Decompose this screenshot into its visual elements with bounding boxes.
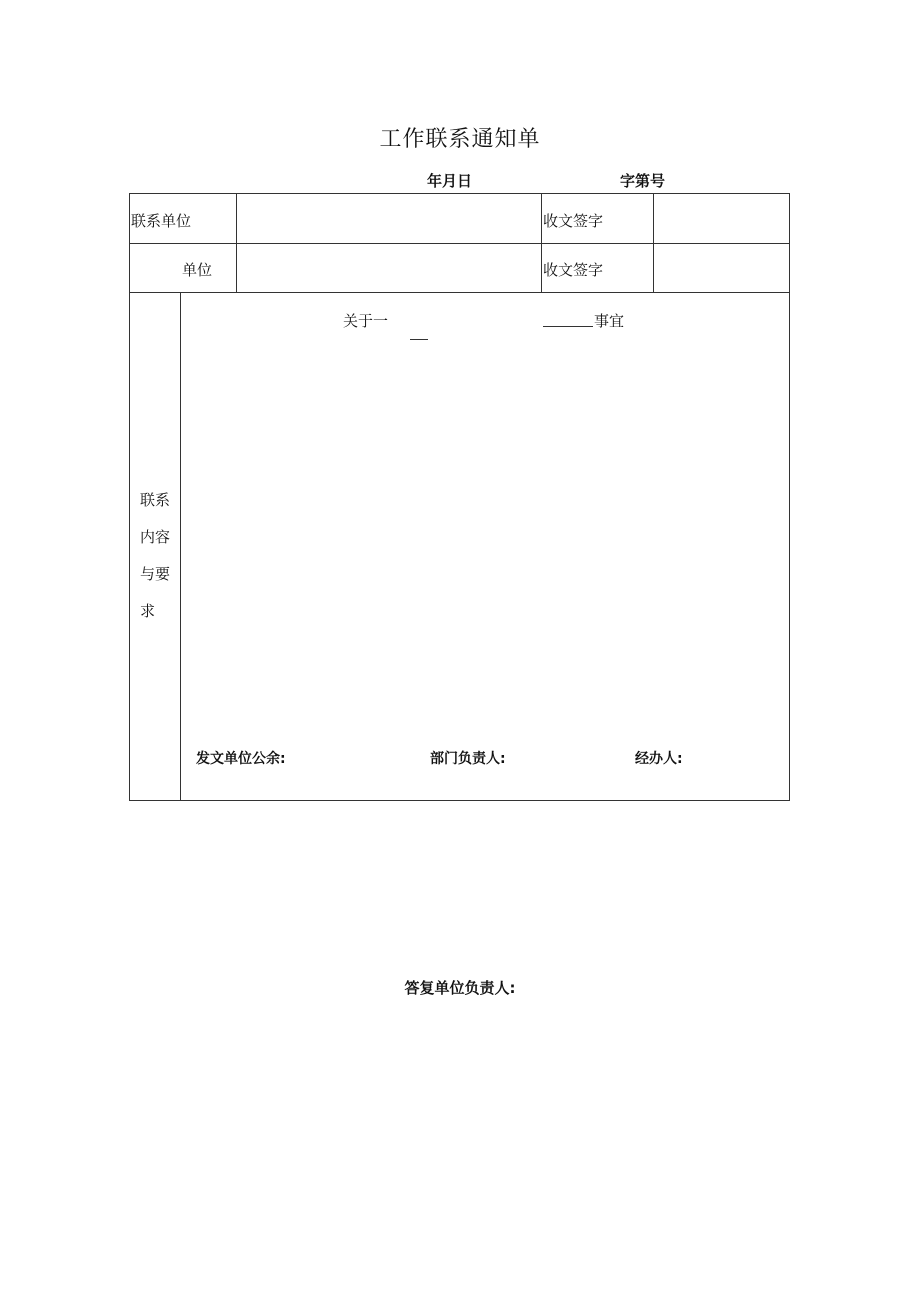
content-label-line: 与要 — [140, 565, 171, 583]
subject-suffix: 事宜 — [594, 312, 625, 330]
date-label: 年月日 — [427, 172, 473, 190]
dept-head-label: 部门负责人: — [430, 751, 506, 767]
table-border-bottom — [129, 800, 790, 801]
reference-number-label: 字第号 — [620, 172, 666, 190]
table-col-divider-sign — [541, 193, 542, 293]
table-row-divider-2 — [129, 292, 790, 293]
issuer-seal-label: 发文单位公余: — [196, 751, 286, 767]
receipt-sign-label-2: 收文签字 — [543, 261, 604, 279]
unit-field[interactable] — [237, 244, 541, 292]
contact-unit-field[interactable] — [237, 194, 541, 243]
receipt-sign-field-1[interactable] — [654, 194, 789, 243]
content-body-area[interactable] — [181, 345, 789, 735]
content-label-line: 求 — [140, 602, 156, 620]
table-border-left — [129, 193, 130, 801]
content-label-line: 联系 — [140, 491, 171, 509]
reply-unit-head-label: 答复单位负责人: — [404, 979, 516, 997]
receipt-sign-field-2[interactable] — [654, 244, 789, 292]
subject-prefix: 关于一 — [343, 312, 389, 330]
receipt-sign-label-1: 收文签字 — [543, 212, 604, 230]
document-title: 工作联系通知单 — [379, 127, 541, 152]
subject-blank-underline — [543, 326, 593, 327]
unit-label: 单位 — [182, 261, 213, 279]
handler-label: 经办人: — [635, 751, 683, 767]
subject-blank-underline-short — [410, 339, 428, 340]
content-requirements-label — [140, 482, 180, 630]
content-label-line: 内容 — [140, 528, 171, 546]
contact-unit-label: 联系单位 — [131, 212, 192, 230]
table-border-right — [789, 193, 790, 801]
